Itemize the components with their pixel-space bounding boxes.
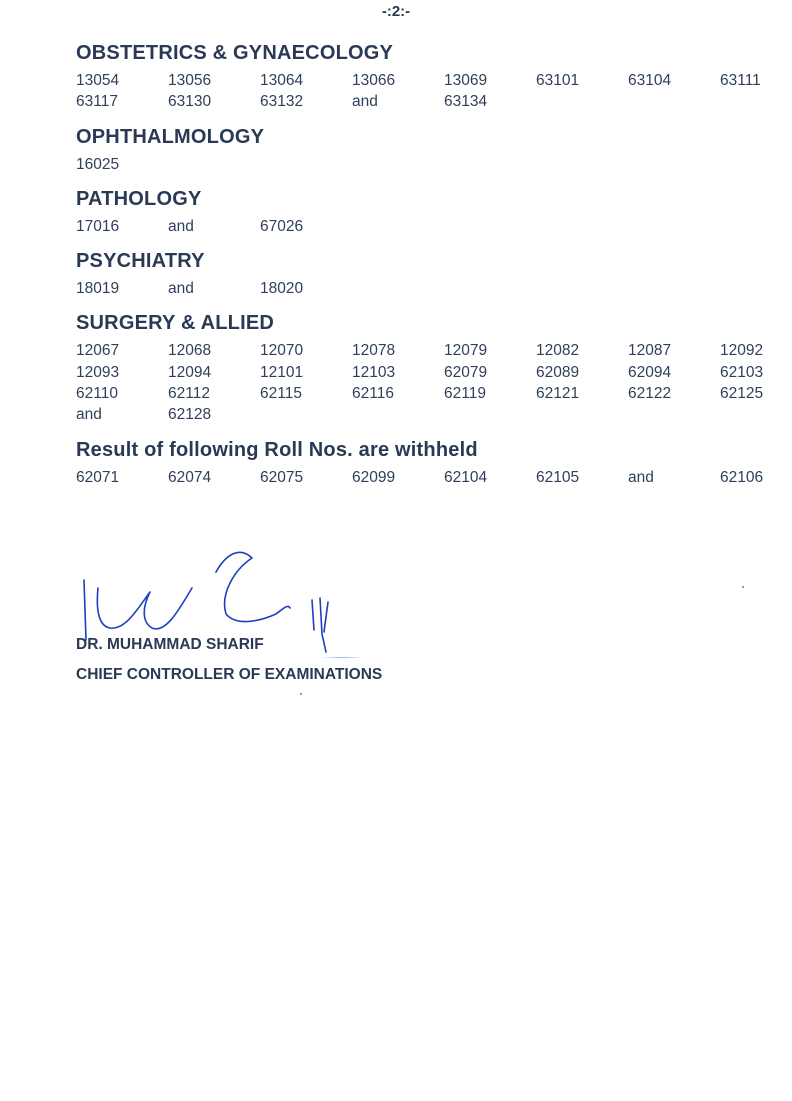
roll-number: 62128 xyxy=(168,406,212,424)
section-title: OPHTHALMOLOGY xyxy=(76,125,265,148)
signatory-title: CHIEF CONTROLLER OF EXAMINATIONS xyxy=(76,666,383,683)
roll-number: 62105 xyxy=(536,468,580,486)
roll-number: 12068 xyxy=(168,342,212,360)
scan-speck xyxy=(300,693,302,695)
roll-number: 62075 xyxy=(260,468,304,486)
roll-number: 63134 xyxy=(444,93,488,111)
section-title: Result of following Roll Nos. are withheld xyxy=(76,438,478,461)
roll-number: 16025 xyxy=(76,155,120,173)
roll-number: 12067 xyxy=(76,342,120,360)
conjunction: and xyxy=(352,93,378,111)
conjunction: and xyxy=(628,468,654,486)
roll-number: 62122 xyxy=(628,385,672,403)
roll-list xyxy=(76,278,776,299)
roll-number: 13056 xyxy=(168,72,212,89)
section-ophthalmology xyxy=(76,125,776,175)
roll-number: 12070 xyxy=(260,342,304,360)
roll-number: 13054 xyxy=(76,72,120,89)
scan-speck xyxy=(742,586,744,588)
roll-number: 63101 xyxy=(536,72,580,89)
roll-number: 62099 xyxy=(352,468,396,486)
roll-number: 67026 xyxy=(260,217,304,235)
roll-list xyxy=(76,216,776,237)
roll-number: 12087 xyxy=(628,342,672,360)
section-psychiatry xyxy=(76,249,776,299)
roll-number: 62125 xyxy=(720,385,764,403)
roll-number: 18019 xyxy=(76,280,120,298)
section-title: OBSTETRICS & GYNAECOLOGY xyxy=(76,42,394,64)
roll-number: 62115 xyxy=(260,385,302,403)
roll-number: 62103 xyxy=(720,363,764,381)
page-number: -:2:- xyxy=(381,3,411,20)
roll-number: 12101 xyxy=(260,363,304,381)
roll-number: 12092 xyxy=(720,342,764,360)
roll-number: 62074 xyxy=(168,468,212,486)
roll-number: 12094 xyxy=(168,363,212,381)
roll-number: 62094 xyxy=(628,363,672,381)
roll-number: 62079 xyxy=(444,363,488,381)
roll-number: 63111 xyxy=(720,72,761,89)
signatory-name: DR. MUHAMMAD SHARIF xyxy=(76,636,264,653)
section-title: SURGERY & ALLIED xyxy=(76,312,275,335)
roll-number: 62089 xyxy=(536,363,580,381)
roll-number: 12103 xyxy=(352,363,396,381)
signature-block xyxy=(76,548,496,693)
roll-number: 63117 xyxy=(76,93,118,111)
roll-number: 62112 xyxy=(168,385,210,403)
roll-number: 62106 xyxy=(720,468,764,486)
roll-number: 12078 xyxy=(352,342,396,360)
roll-number: 12093 xyxy=(76,363,120,381)
roll-number: 13069 xyxy=(444,72,488,89)
roll-number: 12082 xyxy=(536,342,580,360)
conjunction: and xyxy=(168,217,194,235)
section-withheld xyxy=(76,438,776,488)
roll-number: 12079 xyxy=(444,342,488,360)
roll-number: 62119 xyxy=(444,385,486,403)
roll-number: 17016 xyxy=(76,217,120,235)
roll-number: 62116 xyxy=(352,385,394,403)
roll-number: 13064 xyxy=(260,72,304,89)
roll-number: 18020 xyxy=(260,280,304,298)
conjunction: and xyxy=(168,280,194,298)
section-obstetrics xyxy=(76,41,776,113)
section-title: PATHOLOGY xyxy=(76,187,202,210)
conjunction: and xyxy=(76,406,102,424)
roll-list xyxy=(76,70,776,113)
roll-number: 62071 xyxy=(76,468,120,486)
result-content xyxy=(76,41,776,500)
roll-list xyxy=(76,154,776,175)
section-title: PSYCHIATRY xyxy=(76,250,205,273)
roll-number: 62121 xyxy=(536,385,580,403)
roll-number: 62104 xyxy=(444,468,488,486)
roll-list xyxy=(76,467,776,488)
roll-list xyxy=(76,340,776,425)
section-pathology xyxy=(76,187,776,237)
roll-number: 63130 xyxy=(168,93,212,111)
roll-number: 63132 xyxy=(260,93,304,111)
roll-number: 13066 xyxy=(352,72,396,89)
roll-number: 62110 xyxy=(76,385,118,403)
roll-number: 63104 xyxy=(628,72,672,89)
section-surgery xyxy=(76,311,776,425)
